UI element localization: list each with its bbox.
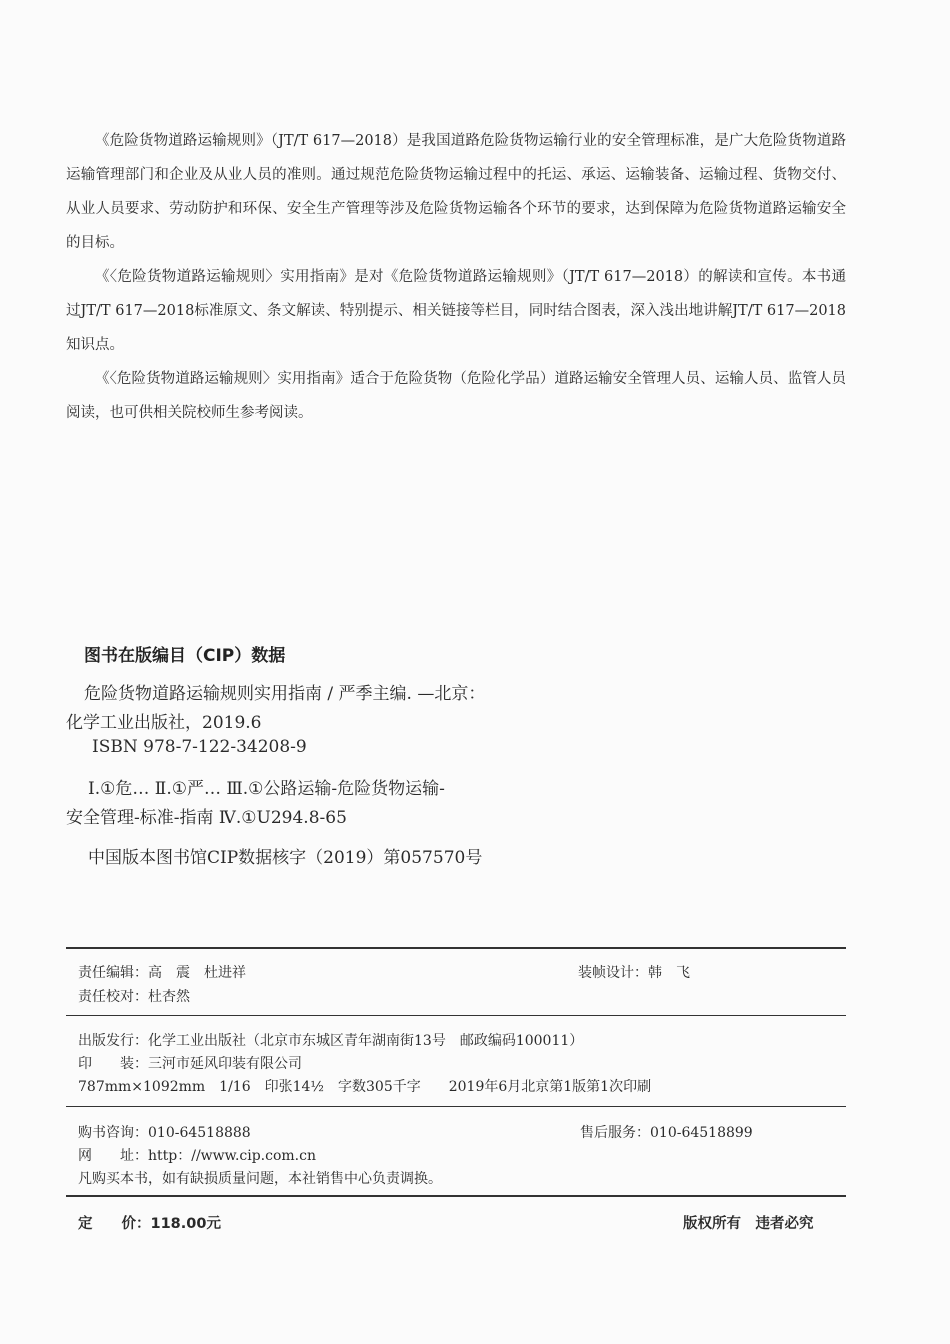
book-description — [66, 124, 846, 430]
purchase-hotline: 购书咨询：010-64518888 — [78, 1125, 251, 1141]
price: 定 价：118.00元 — [78, 1216, 221, 1232]
divider-3 — [66, 1106, 846, 1107]
cip-line-2: 化学工业出版社，2019.6 — [66, 713, 262, 733]
description-paragraph-1: 《危险货物道路运输规则》（JT/T 617—2018）是我国道路危险货物运输行业的安全管理标准，是广大危险货物道路运输管理部门和企业及从业人员的准则。通过规范危险货物运输过程中的托运、承运、运输装备、运输过程、货物交付、从业人员要求、劳动防护和环保、安全生产管理等涉及危险货物运输各个环节的要求，达到保障为危险货物道路运输安全的目标。 — [66, 133, 846, 251]
description-paragraph-3: 《〈危险货物道路运输规则〉实用指南》适合于危险货物（危险化学品）道路运输安全管理人员、运输人员、监管人员阅读，也可供相关院校师生参考阅读。 — [66, 371, 846, 421]
cip-classification-2: 安全管理-标准-指南 Ⅳ.①U294.8-65 — [66, 808, 347, 828]
print-specs: 787mm×1092mm 1/16 印张14½ 字数305千字 2019年6月北京第1版第1次印刷 — [78, 1079, 652, 1095]
responsible-editor: 责任编辑：高 震 杜进祥 — [78, 965, 246, 981]
description-paragraph-2: 《〈危险货物道路运输规则〉实用指南》是对《危险货物道路运输规则》（JT/T 617—2018）的解读和宣传。本书通过JT/T 617—2018标准原文、条文解读、特别提示、相关链接等栏目，同时结合图表，深入浅出地讲解JT/T 617—2018知识点。 — [66, 269, 846, 353]
cip-classification-1: Ⅰ.①危… Ⅱ.①严… Ⅲ.①公路运输-危险货物运输- — [88, 779, 445, 799]
cip-title: 图书在版编目（CIP）数据 — [84, 646, 286, 666]
divider-top — [66, 947, 846, 949]
printer: 印 装：三河市延风印装有限公司 — [78, 1056, 302, 1072]
divider-bottom — [66, 1195, 846, 1197]
cover-designer: 装帧设计：韩 飞 — [578, 965, 690, 981]
after-sales-hotline: 售后服务：010-64518899 — [580, 1125, 753, 1141]
cip-isbn: ISBN 978-7-122-34208-9 — [92, 737, 307, 757]
website: 网 址：http：//www.cip.com.cn — [78, 1148, 316, 1164]
cip-check-number: 中国版本图书馆CIP数据核字（2019）第057570号 — [88, 848, 483, 868]
proofreader: 责任校对：杜杏然 — [78, 989, 190, 1005]
cip-line-1: 危险货物道路运输规则实用指南 / 严季主编. —北京： — [84, 684, 486, 704]
divider-2 — [66, 1015, 846, 1016]
publisher: 出版发行：化学工业出版社（北京市东城区青年湖南街13号 邮政编码100011） — [78, 1033, 584, 1049]
copyright-notice: 版权所有 违者必究 — [683, 1216, 814, 1232]
replacement-notice: 凡购买本书，如有缺损质量问题，本社销售中心负责调换。 — [78, 1171, 442, 1187]
